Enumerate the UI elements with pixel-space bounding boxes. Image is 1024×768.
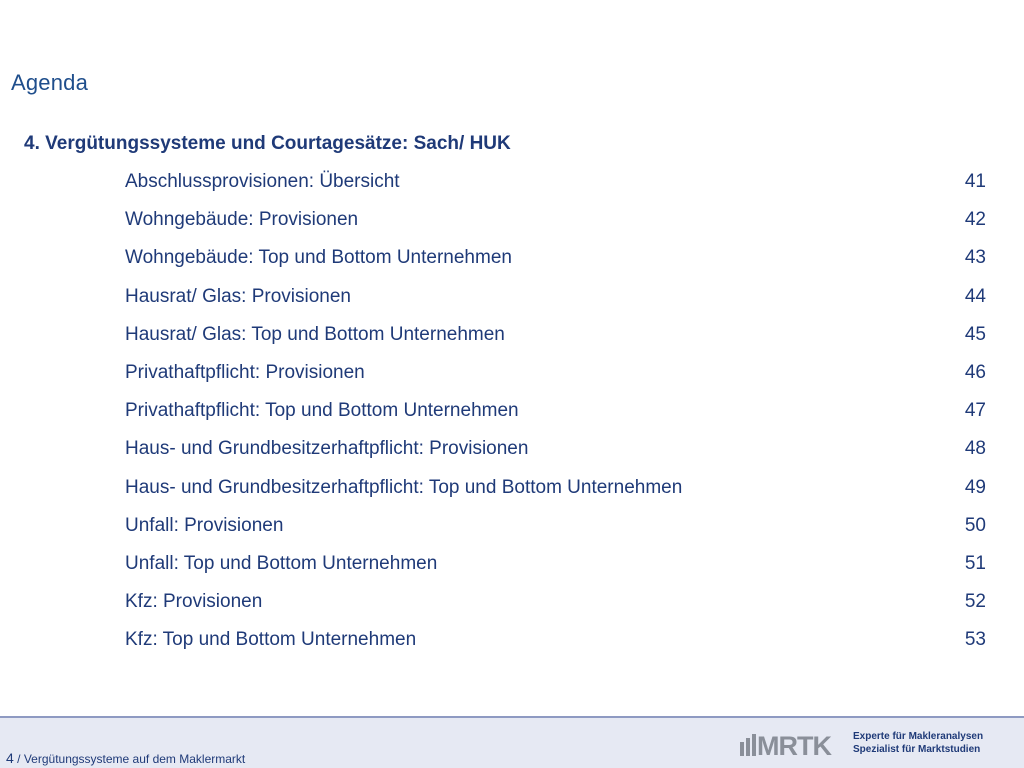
toc-row [125,435,986,473]
toc-row [125,550,986,588]
toc-page-number: 52 [964,591,986,613]
toc-label: Hausrat/ Glas: Provisionen [125,285,351,307]
footer-separator: / [17,752,21,766]
toc-row [125,626,986,664]
toc-page-number: 44 [964,285,986,307]
toc-label: Kfz: Provisionen [125,591,263,613]
toc-row [125,244,986,282]
toc-row [125,397,986,435]
agenda-title: Agenda [11,70,89,95]
logo-tagline [853,730,983,756]
toc-label: Unfall: Provisionen [125,514,284,536]
footer-page-number: 4 [6,750,14,766]
toc-label: Wohngebäude: Provisionen [125,209,359,231]
toc-label: Privathaftpflicht: Top und Bottom Unternehmen [125,400,519,422]
toc-page-number: 51 [964,552,986,574]
toc-page-number: 43 [964,247,986,269]
toc-page-number: 47 [964,400,986,422]
table-of-contents [125,168,986,664]
toc-row [125,206,986,244]
tagline-line-1: Experte für Makleranalysen [853,731,984,742]
toc-label: Kfz: Top und Bottom Unternehmen [125,629,417,651]
toc-label: Haus- und Grundbesitzerhaftpflicht: Provisionen [125,438,529,460]
toc-row [125,168,986,206]
toc-page-number: 45 [964,323,986,345]
section-heading: 4. Vergütungssysteme und Courtagesätze: Sach/ HUK [24,133,511,154]
toc-row [125,321,986,359]
toc-row [125,588,986,626]
toc-page-number: 48 [964,438,986,460]
toc-row [125,359,986,397]
toc-row [125,512,986,550]
toc-page-number: 46 [964,361,986,383]
toc-row [125,474,986,512]
toc-page-number: 50 [964,514,986,536]
toc-label: Unfall: Top und Bottom Unternehmen [125,552,438,574]
footer-bar [0,716,1024,768]
footer-text [6,750,245,766]
tagline-line-2: Spezialist für Marktstudien [853,744,981,755]
footer-title: Vergütungssysteme auf dem Maklermarkt [23,752,246,766]
toc-label: Abschlussprovisionen: Übersicht [125,171,400,192]
toc-page-number: 53 [964,629,986,651]
logo-wordmark: MRTK [757,731,831,758]
mrtk-logo [740,730,844,758]
toc-label: Privathaftpflicht: Provisionen [125,361,365,383]
toc-row [125,283,986,321]
toc-page-number: 42 [964,209,986,231]
toc-page-number: 41 [964,171,986,192]
toc-label: Haus- und Grundbesitzerhaftpflicht: Top und Bottom Unternehmen [125,476,683,498]
toc-label: Hausrat/ Glas: Top und Bottom Unternehmen [125,323,505,345]
toc-page-number: 49 [964,476,986,498]
toc-label: Wohngebäude: Top und Bottom Unternehmen [125,247,512,269]
